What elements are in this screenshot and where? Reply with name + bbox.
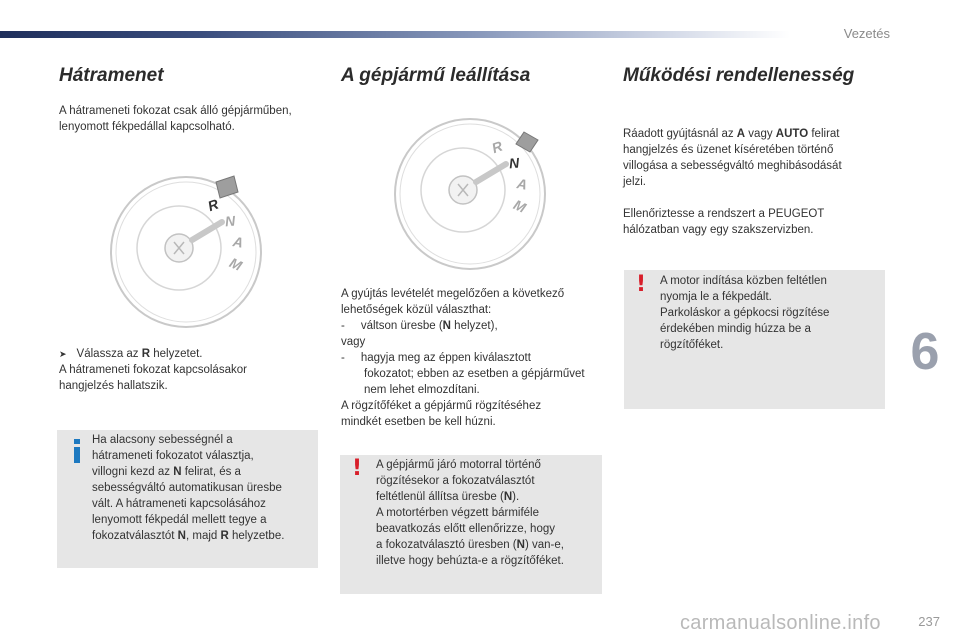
paragraph-malfunction: Ráadott gyújtásnál az A vagy AUTO felirat hangjelzés és üzenet kíséretében történő villogása a sebességváltó meghibásodását jelzi. xyxy=(623,128,842,188)
dial-letter-r: R xyxy=(205,195,221,215)
dial-letter-a: A xyxy=(515,175,529,193)
heading-reverse: Hátramenet xyxy=(59,65,164,86)
header-color-bar xyxy=(0,31,790,38)
warning-text: A motor indítása közben feltétlen nyomja le a fékpedált. Parkoláskor a gépkocsi rögzítése érdekében mindig húzza be a rögzítőféket. xyxy=(660,275,830,351)
warning-icon: ! xyxy=(636,272,647,297)
heading-malfunction: Működési rendellenesség xyxy=(623,65,855,86)
dial-letter-n: N xyxy=(224,212,236,230)
paragraph-after: A hátrameneti fokozat kapcsolásakor hangjelzés hallatszik. xyxy=(59,364,247,392)
warning-icon: ! xyxy=(352,456,363,481)
chapter-number: 6 xyxy=(910,323,940,381)
arrow-bullet-icon: ➤ xyxy=(59,350,67,360)
info-box xyxy=(57,430,318,568)
paragraph-service: Ellenőriztesse a rendszert a PEUGEOT hálózatban vagy egy szakszervizben. xyxy=(623,208,825,236)
info-icon xyxy=(74,439,80,444)
dial-letter-m: M xyxy=(227,254,245,274)
dial-letter-m: M xyxy=(511,196,529,216)
dial-letter-a: A xyxy=(231,233,245,251)
instruction-step: ➤ Válassza az R helyzetet. xyxy=(59,348,203,360)
paragraph-intro: A hátrameneti fokozat csak álló gépjárműben, lenyomott fékpedállal kapcsolható. xyxy=(59,105,292,133)
dial-letter-r: R xyxy=(489,137,505,157)
info-icon-bar xyxy=(74,447,80,463)
warning-text: A gépjármű járó motorral történő rögzítésekor a fokozatválasztót feltétlenül állítsa üresbe (N). A motortérben végzett bármiféle beavatkozás előtt ellenőrizze, hogy a fokozatválasztó üresben (N) van-e, illetve hogy behúzta-e a rögzítőféket. xyxy=(376,459,564,567)
warning-box xyxy=(624,270,885,409)
gear-selector-dial-neutral xyxy=(388,112,558,272)
dial-letter-n: N xyxy=(508,154,520,172)
watermark: carmanualsonline.info xyxy=(680,612,881,634)
warning-box xyxy=(340,455,602,594)
section-title: Vezetés xyxy=(843,26,890,41)
gear-selector-dial-reverse xyxy=(104,170,274,330)
paragraph-parking: A gyújtás levételét megelőzően a következő lehetőségek közül választhat: - váltson üresbe (N helyzet), vagy - hagyja meg az éppen kiválasztott fokozatot; ebben az esetben a gépjárművet nem lehet elmozdítani. A rögzítőféket a gépjármű rögzítéséhez mindkét esetben be kell húzni. xyxy=(341,288,585,428)
info-text: Ha alacsony sebességnél a hátrameneti fokozatot választja, villogni kezd az N felirat, és a sebességváltó automatikusan üresbe vált. A hátrameneti kapcsolásához lenyomott fékpedál mellett tegye a fokozatválasztót N, majd R helyzetbe. xyxy=(92,434,285,542)
page-number: 237 xyxy=(918,614,940,629)
heading-parking: A gépjármű leállítása xyxy=(341,65,531,86)
